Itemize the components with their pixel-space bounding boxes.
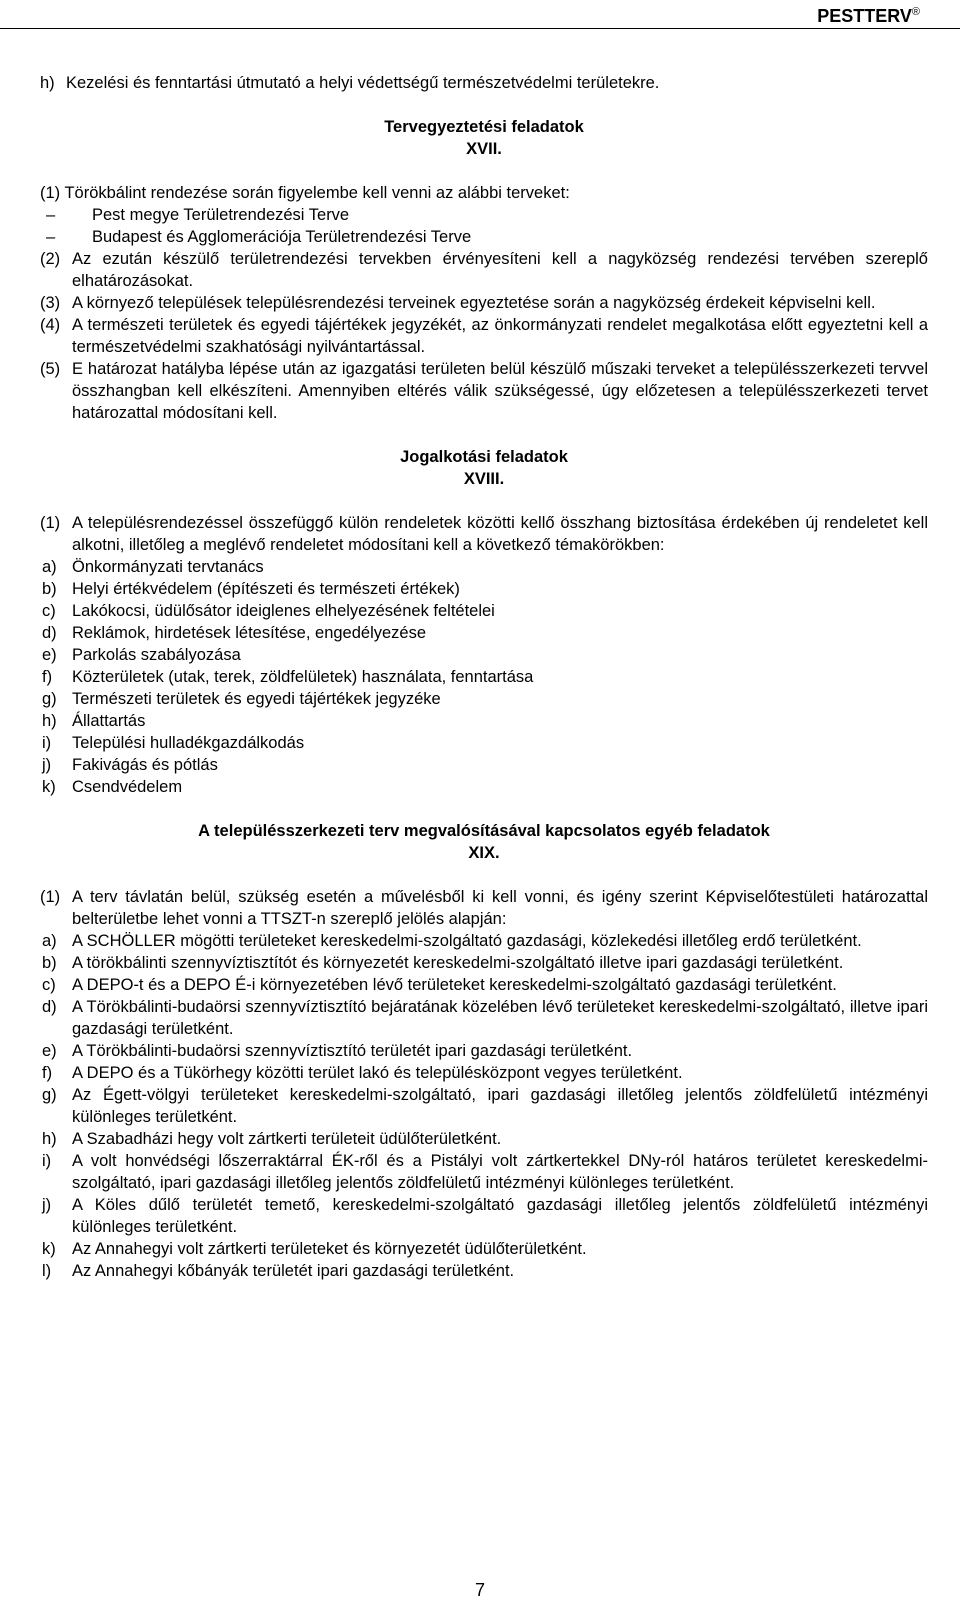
header-title: PESTTERV — [817, 6, 912, 26]
paragraph-number: (4) — [40, 316, 61, 334]
item-text: Parkolás szabályozása — [72, 646, 241, 664]
list-item — [40, 1062, 928, 1084]
item-label: g) — [42, 690, 57, 708]
item-label: f) — [42, 668, 53, 686]
item-label: a) — [42, 932, 57, 950]
item-label: e) — [42, 1042, 57, 1060]
paragraph-number: (1) — [40, 514, 61, 532]
dash-text: Budapest és Agglomerációja Területrendezési Terve — [92, 228, 472, 246]
item-text: Az Annahegyi kőbányák területét ipari gazdasági területként. — [72, 1262, 515, 1280]
paragraph-text: A természeti területek és egyedi tájértékek jegyzékét, az önkormányzati rendelet megalkotása előtt egyeztetni kell a természetvédelmi szakhatósági nyilvántartással. — [72, 316, 928, 356]
item-label: h) — [42, 1130, 57, 1148]
section-title: Jogalkotási feladatok — [400, 448, 568, 466]
intro-item — [40, 72, 928, 94]
item-text: Közterületek (utak, terek, zöldfelületek) használata, fenntartása — [72, 668, 534, 686]
list-item — [40, 644, 928, 666]
paragraph-text: Az ezután készülő területrendezési tervekben érvényesíteni kell a nagyközség rendezési tervében szereplő elhatározásokat. — [72, 250, 928, 290]
item-label: d) — [42, 998, 57, 1016]
list-item — [40, 952, 928, 974]
item-text: Az Égett-völgyi területeket kereskedelmi-szolgáltató, ipari gazdasági illetőleg jelentős zöldfelületű intézményi különleges területként. — [72, 1086, 928, 1126]
topic-list — [40, 556, 928, 798]
item-text: Állattartás — [72, 712, 146, 730]
item-text: A DEPO és a Tükörhegy közötti terület lakó és településközpont vegyes területként. — [72, 1064, 683, 1082]
item-label: d) — [42, 624, 57, 642]
item-label: c) — [42, 976, 56, 994]
item-text: Természeti területek és egyedi tájértékek jegyzéke — [72, 690, 441, 708]
list-item — [40, 578, 928, 600]
section-number: XVII. — [466, 140, 502, 158]
spacer — [40, 424, 928, 446]
spacer — [40, 94, 928, 116]
section-title: Tervegyeztetési feladatok — [384, 118, 584, 136]
item-text: A volt honvédségi lőszerraktárral ÉK-ről és a Pistályi volt zártkertekkel DNy-ról határos területet kereskedelmi-szolgáltató, ipari gazdasági illetőleg jelentős zöldfelületű intézményi különleges területként. — [72, 1152, 928, 1192]
list-item — [40, 776, 928, 798]
item-text: Lakókocsi, üdülősátor ideiglenes elhelyezésének feltételei — [72, 602, 495, 620]
list-item — [40, 1150, 928, 1194]
list-item — [40, 930, 928, 952]
item-text: Csendvédelem — [72, 778, 183, 796]
item-label: a) — [42, 558, 57, 576]
header-rule — [0, 28, 960, 29]
item-text: A Szabadházi hegy volt zártkerti területeit üdülőterületként. — [72, 1130, 502, 1148]
list-item — [40, 622, 928, 644]
item-text: A törökbálinti szennyvíztisztítót és környezetét kereskedelmi-szolgáltató illetve ipari gazdasági területként. — [72, 954, 844, 972]
paragraph-text: E határozat hatályba lépése után az igazgatási területen belül készülő műszaki terveket a településszerkezeti tervvel összhangban kell elkészíteni. Amennyiben eltérés válik szükségessé, úgy előzetesen a településszerkezeti tervet határozattal módosítani kell. — [72, 360, 928, 422]
registered-mark: ® — [911, 6, 920, 18]
numbered-paragraph — [40, 292, 928, 314]
item-text: Önkormányzati tervtanács — [72, 558, 264, 576]
list-item — [40, 688, 928, 710]
paragraph-number: (1) — [40, 888, 61, 906]
dash-item — [40, 204, 928, 226]
numbered-paragraph — [40, 248, 928, 292]
item-label: i) — [42, 1152, 52, 1170]
spacer — [40, 798, 928, 820]
item-label: f) — [42, 1064, 53, 1082]
area-list — [40, 930, 928, 1282]
dash-text: Pest megye Területrendezési Terve — [92, 206, 350, 224]
list-item — [40, 1194, 928, 1238]
section-number: XIX. — [468, 844, 500, 862]
item-label: k) — [42, 778, 56, 796]
running-header — [817, 0, 920, 28]
item-text: Kezelési és fenntartási útmutató a helyi védettségű természetvédelmi területekre. — [66, 74, 660, 92]
paragraph-number: (5) — [40, 360, 61, 378]
item-text: Reklámok, hirdetések létesítése, engedélyezése — [72, 624, 427, 642]
item-text: Fakivágás és pótlás — [72, 756, 218, 774]
item-text: A SCHÖLLER mögötti területeket kereskedelmi-szolgáltató gazdasági, közlekedési illetőleg erdő területként. — [72, 932, 862, 950]
list-item — [40, 710, 928, 732]
item-label: b) — [42, 580, 57, 598]
list-item — [40, 1084, 928, 1128]
numbered-paragraph — [40, 314, 928, 358]
page-number: 7 — [474, 1580, 485, 1600]
item-text: Helyi értékvédelem (építészeti és természeti értékek) — [72, 580, 460, 598]
numbered-paragraph — [40, 512, 928, 556]
list-item — [40, 974, 928, 996]
list-item — [40, 1260, 928, 1282]
item-label: j) — [42, 756, 52, 774]
numbered-paragraph — [40, 358, 928, 424]
dash-item — [40, 226, 928, 248]
item-label: c) — [42, 602, 56, 620]
item-label: h) — [42, 712, 57, 730]
list-item — [40, 996, 928, 1040]
item-text: A Törökbálinti-budaörsi szennyvíztisztító területét ipari gazdasági területként. — [72, 1042, 633, 1060]
item-label: l) — [42, 1262, 52, 1280]
item-label: i) — [42, 734, 52, 752]
list-item — [40, 1128, 928, 1150]
list-item — [40, 666, 928, 688]
spacer — [40, 864, 928, 886]
spacer — [40, 160, 928, 182]
item-text: Települési hulladékgazdálkodás — [72, 734, 305, 752]
item-text: A Köles dűlő területét temető, kereskedelmi-szolgáltató gazdasági illetőleg jelentős zöldfelületű intézményi különleges területként. — [72, 1196, 928, 1236]
list-item — [40, 1040, 928, 1062]
spacer — [40, 490, 928, 512]
item-label: e) — [42, 646, 57, 664]
list-item — [40, 556, 928, 578]
dash-mark: – — [46, 206, 56, 224]
item-label: g) — [42, 1086, 57, 1104]
list-item — [40, 732, 928, 754]
item-label: j) — [42, 1196, 52, 1214]
section-title: A településszerkezeti terv megvalósításával kapcsolatos egyéb feladatok — [198, 822, 770, 840]
page-body — [40, 72, 928, 1282]
item-text: A Törökbálinti-budaörsi szennyvíztisztító bejáratának közelében lévő területeket kereskedelmi-szolgáltató, illetve ipari gazdasági területként. — [72, 998, 928, 1038]
paragraph-number: (3) — [40, 294, 61, 312]
item-label: b) — [42, 954, 57, 972]
item-label: h) — [40, 74, 55, 92]
item-text: Az Annahegyi volt zártkerti területeket és környezetét üdülőterületként. — [72, 1240, 587, 1258]
paragraph: (1) Törökbálint rendezése során figyelembe kell venni az alábbi terveket: — [40, 184, 570, 202]
list-item — [40, 754, 928, 776]
list-item — [40, 1238, 928, 1260]
paragraph-text: A környező települések településrendezési terveinek egyeztetése során a nagyközség érdekeit képviselni kell. — [72, 294, 876, 312]
section-number: XVIII. — [463, 470, 505, 488]
numbered-paragraph — [40, 886, 928, 930]
paragraph-number: (2) — [40, 250, 61, 268]
item-text: A DEPO-t és a DEPO É-i környezetében lévő területeket kereskedelmi-szolgáltató gazdasági területként. — [72, 976, 837, 994]
list-item — [40, 600, 928, 622]
paragraph-text: A terv távlatán belül, szükség esetén a művelésből ki kell vonni, és igény szerint Képviselőtestületi határozattal belterületbe lehet vonni a TTSZT-n szereplő jelölés alapján: — [72, 888, 928, 928]
dash-mark: – — [46, 228, 56, 246]
item-label: k) — [42, 1240, 56, 1258]
paragraph-text: A településrendezéssel összefüggő külön rendeletek közötti kellő összhang biztosítása érdekében új rendeletet kell alkotni, illetőleg a meglévő rendeletet módosítani kell a következő témakörökben: — [72, 514, 928, 554]
